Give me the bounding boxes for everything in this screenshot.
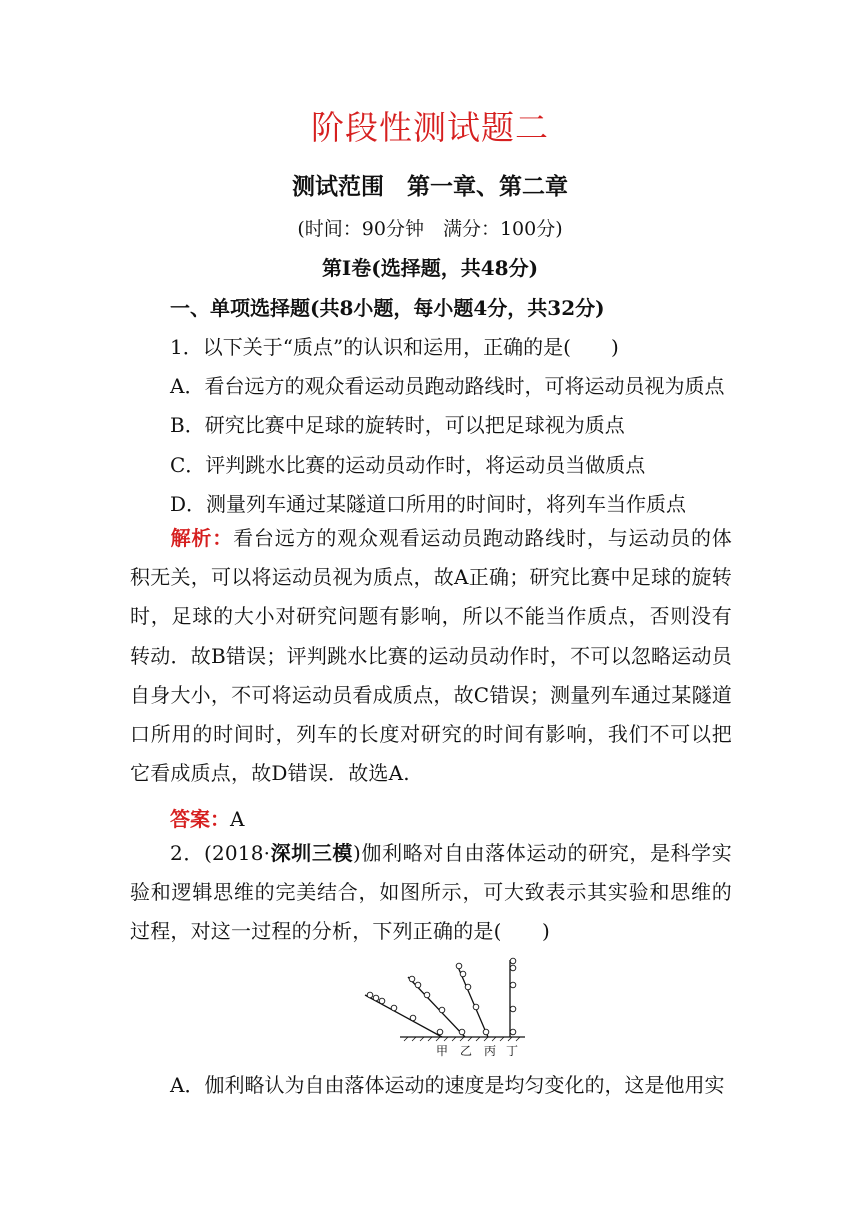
answer-label: 答案： xyxy=(170,807,230,831)
label-jia: 甲 xyxy=(436,1044,449,1058)
section-heading: 一、单项选择题(共8小题，每小题4分，共32分) xyxy=(170,296,605,320)
question-2-source: 深圳三模 xyxy=(270,841,354,865)
analysis-label: 解析： xyxy=(170,526,234,550)
analysis-text: 看台远方的观众观看运动员跑动路线时，与运动员的体积无关，可以将运动员视为质点，故A正确；研究比赛中足球的旋转时，足球的大小对研究问题有影响，所以不能当作质点，否则没有转动．故B错误；评判跳水比赛的运动员动作时，不可以忽略运动员自身大小，不可将运动员看成质点，故C错误；测量列车通过某隧道口所用的时间时，列车的长度对研究的时间有影响，我们不可以把它看成质点，故D错误．故选A. xyxy=(130,526,732,786)
page-title: 阶段性测试题二 xyxy=(311,108,549,147)
question-2-prefix: 2．(2018· xyxy=(170,841,271,865)
galileo-incline-figure xyxy=(360,955,540,1064)
question-1-option-c: C．评判跳水比赛的运动员动作时，将运动员当做质点 xyxy=(170,453,646,477)
question-2-text: )伽利略对自由落体运动的研究，是科学实验和逻辑思维的完美结合，如图所示，可大致表示其实验和思维的过程，对这一过程的分析，下列正确的是( ) xyxy=(130,841,732,944)
volume-heading: 第Ⅰ卷(选择题，共48分) xyxy=(321,256,539,280)
answer-value: A xyxy=(230,807,245,831)
test-scope: 测试范围 第一章、第二章 xyxy=(292,173,568,200)
incline-diagram xyxy=(360,955,540,1060)
label-bing: 丙 xyxy=(484,1044,497,1058)
time-and-score: (时间：90分钟 满分：100分) xyxy=(297,218,563,240)
label-ding: 丁 xyxy=(506,1044,519,1058)
question-1-option-b: B．研究比赛中足球的旋转时，可以把足球视为质点 xyxy=(170,413,625,437)
question-1-analysis xyxy=(130,519,732,793)
question-2-stem xyxy=(130,834,732,952)
question-2-option-a: A．伽利略认为自由落体运动的速度是均匀变化的，这是他用实 xyxy=(170,1073,725,1097)
label-yi: 乙 xyxy=(460,1044,473,1058)
question-1-answer xyxy=(170,803,244,832)
question-1-option-a: A．看台远方的观众看运动员跑动路线时，可将运动员视为质点 xyxy=(170,374,725,398)
question-1-option-d: D．测量列车通过某隧道口所用的时间时，将列车当作质点 xyxy=(170,492,687,516)
question-1-stem: 1．以下关于“质点”的认识和运用，正确的是( ) xyxy=(170,335,619,359)
